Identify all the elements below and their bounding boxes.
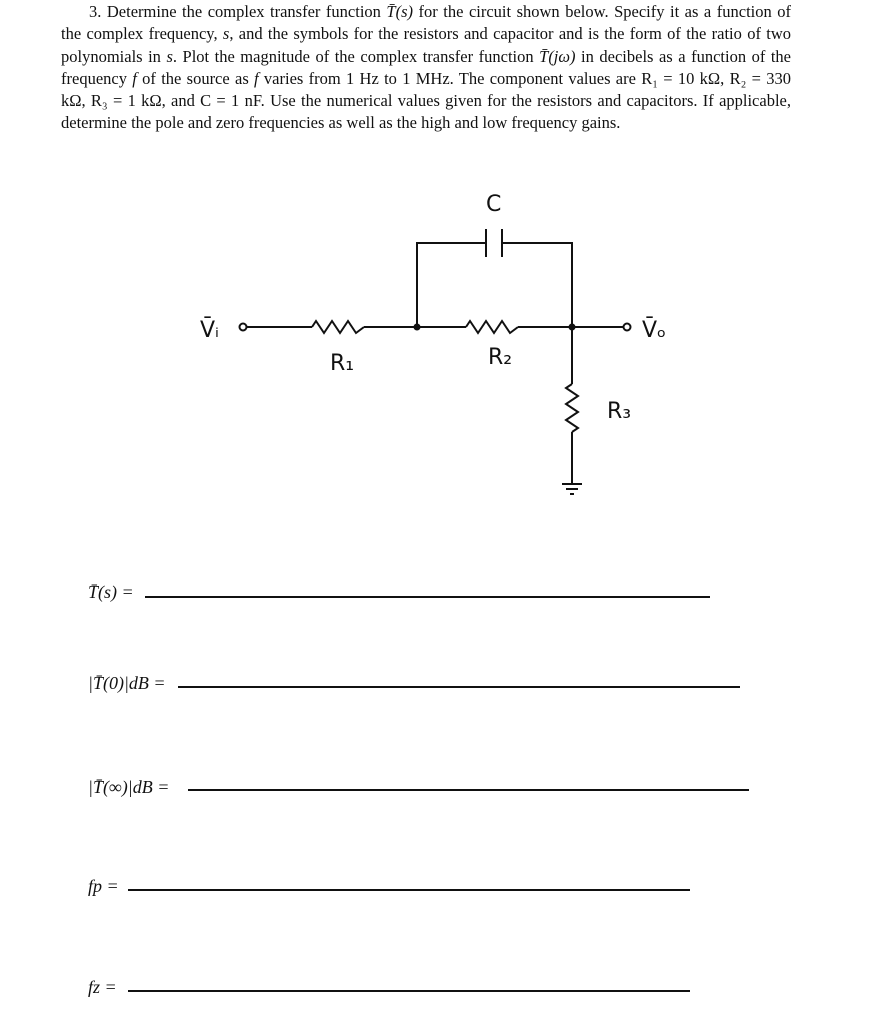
resistor-r2 — [466, 321, 518, 333]
fz-answer-line[interactable] — [128, 990, 690, 992]
input-terminal — [240, 324, 247, 331]
output-terminal — [624, 324, 631, 331]
fz-label: fz = — [88, 977, 117, 997]
tinf-label: |T̄(∞)|dB = — [88, 777, 170, 797]
f-symbol: f — [132, 68, 137, 88]
t0-label: |T̄(0)|dB = — [88, 673, 166, 693]
text-2: for the circuit shown below. Specify it as a function of the complex frequency, — [61, 2, 791, 44]
problem-number: 3. — [89, 2, 102, 21]
r2-label: R₂ — [488, 345, 513, 370]
t0-answer-line[interactable] — [178, 686, 740, 688]
c-label: C — [486, 192, 502, 217]
input-label: V̄ᵢ — [200, 318, 219, 343]
text-5: in decibels as a function of the frequency — [61, 46, 792, 88]
tfun-jw: T̄(jω) — [539, 46, 576, 66]
s-symbol: s — [222, 24, 230, 44]
resistor-r3 — [566, 384, 578, 432]
junction-node-2 — [569, 324, 576, 331]
ts-label: T̄(s) = — [88, 582, 134, 602]
wire-cap-right — [502, 243, 572, 327]
wire-cap-left — [417, 243, 486, 327]
fp-label: fp = — [88, 876, 119, 896]
tfun-s: T̄(s) — [386, 2, 414, 21]
text-1: Determine the complex transfer function — [106, 2, 387, 21]
junction-node-1 — [414, 324, 421, 331]
tinf-answer-line[interactable] — [188, 789, 749, 791]
r1-label: R₁ — [330, 351, 355, 376]
fp-answer-line[interactable] — [128, 889, 690, 891]
text-6: of the source as — [136, 68, 255, 88]
r3-label: R₃ — [607, 399, 632, 424]
text-7: varies from 1 Hz to 1 MHz. The component values are R₁ = 10 kΩ, R₂ = 330 kΩ, R₃ = 1 kΩ, and C = 1 nF. Use the numerical values given for the resistors and capacitors. If applicable, determine the pole and zero frequencies as well as the high and low frequency gains. — [61, 68, 791, 133]
text-3: , and the symbols for the resistors and capacitor and is the form of the ratio of two polynomials in — [61, 24, 791, 66]
resistor-r1 — [312, 321, 364, 333]
s-symbol-2: s — [166, 46, 173, 66]
output-label: V̄ₒ — [642, 318, 667, 343]
ts-answer-line[interactable] — [145, 596, 710, 598]
f-symbol-2: f — [254, 68, 259, 88]
text-4: . Plot the magnitude of the complex transfer function — [172, 46, 540, 66]
